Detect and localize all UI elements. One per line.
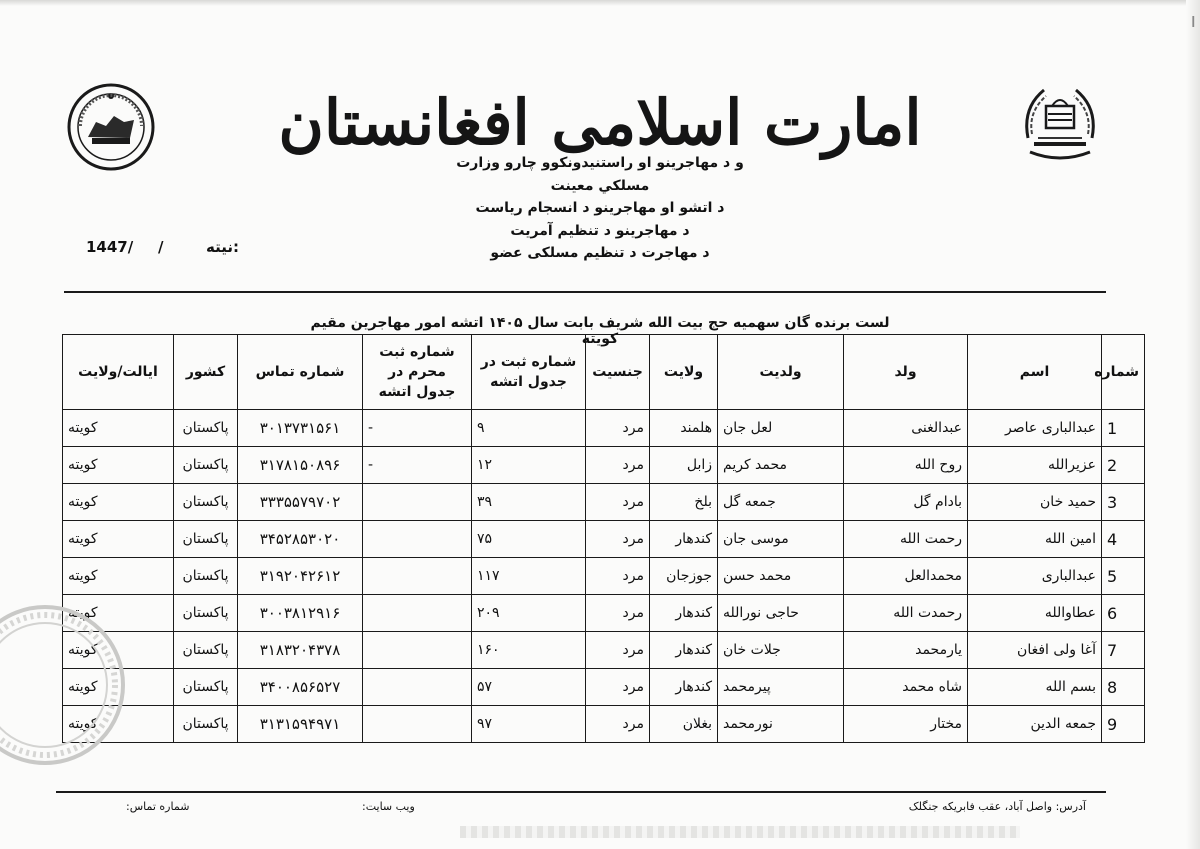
cell-registration: ۱۲ bbox=[472, 447, 586, 484]
cell-parentage: نورمحمد bbox=[718, 706, 844, 743]
cell-parentage: لعل جان bbox=[718, 410, 844, 447]
winners-table-container bbox=[62, 334, 1144, 743]
cell-parentage: موسی جان bbox=[718, 521, 844, 558]
cell-number: 8 bbox=[1102, 669, 1145, 706]
cell-state: کویته bbox=[63, 595, 174, 632]
cell-gender: مرد bbox=[586, 669, 650, 706]
column-header-number: شماره bbox=[1102, 335, 1145, 410]
cell-gender: مرد bbox=[586, 595, 650, 632]
cell-country: پاکستان bbox=[174, 447, 238, 484]
cell-name: عبدالباری عاصر bbox=[968, 410, 1102, 447]
table-header-row bbox=[63, 335, 1145, 410]
footer bbox=[0, 800, 1200, 820]
table-body bbox=[63, 410, 1145, 743]
cell-father: شاه محمد bbox=[844, 669, 968, 706]
header-subtitle-block bbox=[380, 152, 820, 265]
cell-country: پاکستان bbox=[174, 521, 238, 558]
header-line: د مهاجرينو د تنظيم آمريت bbox=[510, 222, 690, 239]
column-header-state: ایالت/ولایت bbox=[63, 335, 174, 410]
cell-phone: ۳۴۵۲۸۵۳۰۲۰ bbox=[238, 521, 363, 558]
cell-province: جوزجان bbox=[650, 558, 718, 595]
cell-registration: ۹۷ bbox=[472, 706, 586, 743]
column-header-name: اسم bbox=[968, 335, 1102, 410]
cell-province: بغلان bbox=[650, 706, 718, 743]
table-row bbox=[63, 447, 1145, 484]
cell-registration: ۲۰۹ bbox=[472, 595, 586, 632]
cell-country: پاکستان bbox=[174, 595, 238, 632]
table-row bbox=[63, 632, 1145, 669]
cell-registration: ۱۱۷ bbox=[472, 558, 586, 595]
winners-table bbox=[62, 334, 1145, 743]
cell-mahram-registration bbox=[363, 521, 472, 558]
table-row bbox=[63, 595, 1145, 632]
cell-phone: ۳۰۱۳۷۳۱۵۶۱ bbox=[238, 410, 363, 447]
table-row bbox=[63, 484, 1145, 521]
cell-phone: ۳۰۰۳۸۱۲۹۱۶ bbox=[238, 595, 363, 632]
column-header-gender: جنسیت bbox=[586, 335, 650, 410]
cell-number: 6 bbox=[1102, 595, 1145, 632]
scan-edge-top bbox=[0, 0, 1200, 6]
date-label: نیته: bbox=[206, 238, 239, 256]
cell-province: بلخ bbox=[650, 484, 718, 521]
cell-number: 5 bbox=[1102, 558, 1145, 595]
scan-edge-right bbox=[1186, 0, 1200, 849]
cell-father: یارمحمد bbox=[844, 632, 968, 669]
cell-mahram-registration bbox=[363, 706, 472, 743]
official-stamp bbox=[0, 600, 130, 770]
cell-gender: مرد bbox=[586, 521, 650, 558]
cell-state: کویته bbox=[63, 632, 174, 669]
table-row bbox=[63, 521, 1145, 558]
footer-website: ویب سایت: bbox=[362, 800, 415, 813]
cell-name: عزیرالله bbox=[968, 447, 1102, 484]
cell-country: پاکستان bbox=[174, 558, 238, 595]
cell-state: کویته bbox=[63, 484, 174, 521]
header-line: د مهاجرت د تنظيم مسلکی عضو bbox=[490, 245, 710, 262]
cell-province: کندهار bbox=[650, 595, 718, 632]
cell-province: کندهار bbox=[650, 669, 718, 706]
cell-parentage: حاجی نورالله bbox=[718, 595, 844, 632]
cell-phone: ۳۱۷۸۱۵۰۸۹۶ bbox=[238, 447, 363, 484]
cell-province: کندهار bbox=[650, 632, 718, 669]
cell-name: جمعه الدین bbox=[968, 706, 1102, 743]
cell-country: پاکستان bbox=[174, 706, 238, 743]
cell-mahram-registration bbox=[363, 558, 472, 595]
corner-mark: ı bbox=[1190, 8, 1196, 32]
column-header-country: کشور bbox=[174, 335, 238, 410]
cell-country: پاکستان bbox=[174, 410, 238, 447]
cell-state: کویته bbox=[63, 669, 174, 706]
scan-smudge bbox=[460, 826, 1020, 838]
date-separator: / bbox=[158, 238, 164, 256]
column-header-registration: شماره ثبت در جدول اتشه bbox=[472, 335, 586, 410]
cell-gender: مرد bbox=[586, 410, 650, 447]
column-header-mahram-registration: شماره ثبت محرم در جدول اتشه bbox=[363, 335, 472, 410]
cell-father: مختار bbox=[844, 706, 968, 743]
column-header-parentage: ولدیت bbox=[718, 335, 844, 410]
date-row bbox=[86, 238, 246, 262]
column-header-phone: شماره تماس bbox=[238, 335, 363, 410]
cell-registration: ۷۵ bbox=[472, 521, 586, 558]
cell-state: کویته bbox=[63, 521, 174, 558]
cell-mahram-registration bbox=[363, 669, 472, 706]
cell-parentage: جلات خان bbox=[718, 632, 844, 669]
cell-state: کویته bbox=[63, 410, 174, 447]
header-line: د اتشو او مهاجرينو د انسجام رياست bbox=[475, 200, 725, 217]
cell-state: کویته bbox=[63, 447, 174, 484]
cell-name: عبدالباری bbox=[968, 558, 1102, 595]
cell-parentage: پیرمحمد bbox=[718, 669, 844, 706]
cell-province: هلمند bbox=[650, 410, 718, 447]
cell-province: کندهار bbox=[650, 521, 718, 558]
cell-number: 4 bbox=[1102, 521, 1145, 558]
cell-name: آغا ولی افغان bbox=[968, 632, 1102, 669]
cell-state: کویته bbox=[63, 706, 174, 743]
cell-phone: ۳۴۰۰۸۵۶۵۲۷ bbox=[238, 669, 363, 706]
cell-country: پاکستان bbox=[174, 669, 238, 706]
cell-number: 3 bbox=[1102, 484, 1145, 521]
footer-phone: شماره تماس: bbox=[126, 800, 190, 813]
cell-father: روح الله bbox=[844, 447, 968, 484]
cell-mahram-registration: - bbox=[363, 447, 472, 484]
header-divider bbox=[64, 291, 1106, 293]
cell-phone: ۳۱۸۳۲۰۴۳۷۸ bbox=[238, 632, 363, 669]
cell-father: رحمت الله bbox=[844, 521, 968, 558]
cell-name: عطاوالله bbox=[968, 595, 1102, 632]
cell-number: 9 bbox=[1102, 706, 1145, 743]
cell-parentage: محمد کریم bbox=[718, 447, 844, 484]
ministry-seal-logo bbox=[66, 82, 156, 172]
header-line: مسلکي معينت bbox=[550, 177, 650, 194]
table-row bbox=[63, 706, 1145, 743]
cell-gender: مرد bbox=[586, 447, 650, 484]
cell-number: 2 bbox=[1102, 447, 1145, 484]
cell-registration: ۹ bbox=[472, 410, 586, 447]
page-title: امارت اسلامی افغانستان bbox=[278, 86, 922, 159]
cell-father: رحمدت الله bbox=[844, 595, 968, 632]
table-row bbox=[63, 410, 1145, 447]
emirate-emblem-logo bbox=[1008, 78, 1112, 174]
cell-phone: ۳۱۳۱۵۹۴۹۷۱ bbox=[238, 706, 363, 743]
cell-mahram-registration bbox=[363, 632, 472, 669]
cell-country: پاکستان bbox=[174, 632, 238, 669]
cell-gender: مرد bbox=[586, 632, 650, 669]
list-title: لست برنده گان سهمیه حج بیت الله شریف بابت سال ۱۴۰۵ اتشه امور مهاجرین مقیم کویته bbox=[310, 315, 890, 347]
header-line: و د مهاجرينو او راستنيدونکوو چارو وزارت bbox=[456, 155, 744, 171]
cell-name: بسم الله bbox=[968, 669, 1102, 706]
cell-country: پاکستان bbox=[174, 484, 238, 521]
table-row bbox=[63, 669, 1145, 706]
column-header-province: ولایت bbox=[650, 335, 718, 410]
cell-province: زابل bbox=[650, 447, 718, 484]
footer-address: آدرس: واصل آباد، عقب فابریکه جنگلک bbox=[908, 800, 1086, 813]
cell-number: 7 bbox=[1102, 632, 1145, 669]
column-header-father: ولد bbox=[844, 335, 968, 410]
cell-state: کویته bbox=[63, 558, 174, 595]
cell-name: امین الله bbox=[968, 521, 1102, 558]
cell-parentage: جمعه گل bbox=[718, 484, 844, 521]
cell-father: بادام گل bbox=[844, 484, 968, 521]
cell-registration: ۳۹ bbox=[472, 484, 586, 521]
cell-mahram-registration: - bbox=[363, 410, 472, 447]
footer-divider bbox=[56, 791, 1106, 793]
cell-number: 1 bbox=[1102, 410, 1145, 447]
cell-gender: مرد bbox=[586, 484, 650, 521]
cell-parentage: محمد حسن bbox=[718, 558, 844, 595]
cell-registration: ۵۷ bbox=[472, 669, 586, 706]
cell-mahram-registration bbox=[363, 484, 472, 521]
cell-registration: ۱۶۰ bbox=[472, 632, 586, 669]
cell-name: حمید خان bbox=[968, 484, 1102, 521]
cell-gender: مرد bbox=[586, 706, 650, 743]
cell-mahram-registration bbox=[363, 595, 472, 632]
cell-phone: ۳۱۹۲۰۴۲۶۱۲ bbox=[238, 558, 363, 595]
table-row bbox=[63, 558, 1145, 595]
date-year: 1447/ bbox=[86, 238, 134, 256]
cell-gender: مرد bbox=[586, 558, 650, 595]
cell-phone: ۳۳۳۵۵۷۹۷۰۲ bbox=[238, 484, 363, 521]
cell-father: عبدالغنی bbox=[844, 410, 968, 447]
cell-father: محمدالعل bbox=[844, 558, 968, 595]
